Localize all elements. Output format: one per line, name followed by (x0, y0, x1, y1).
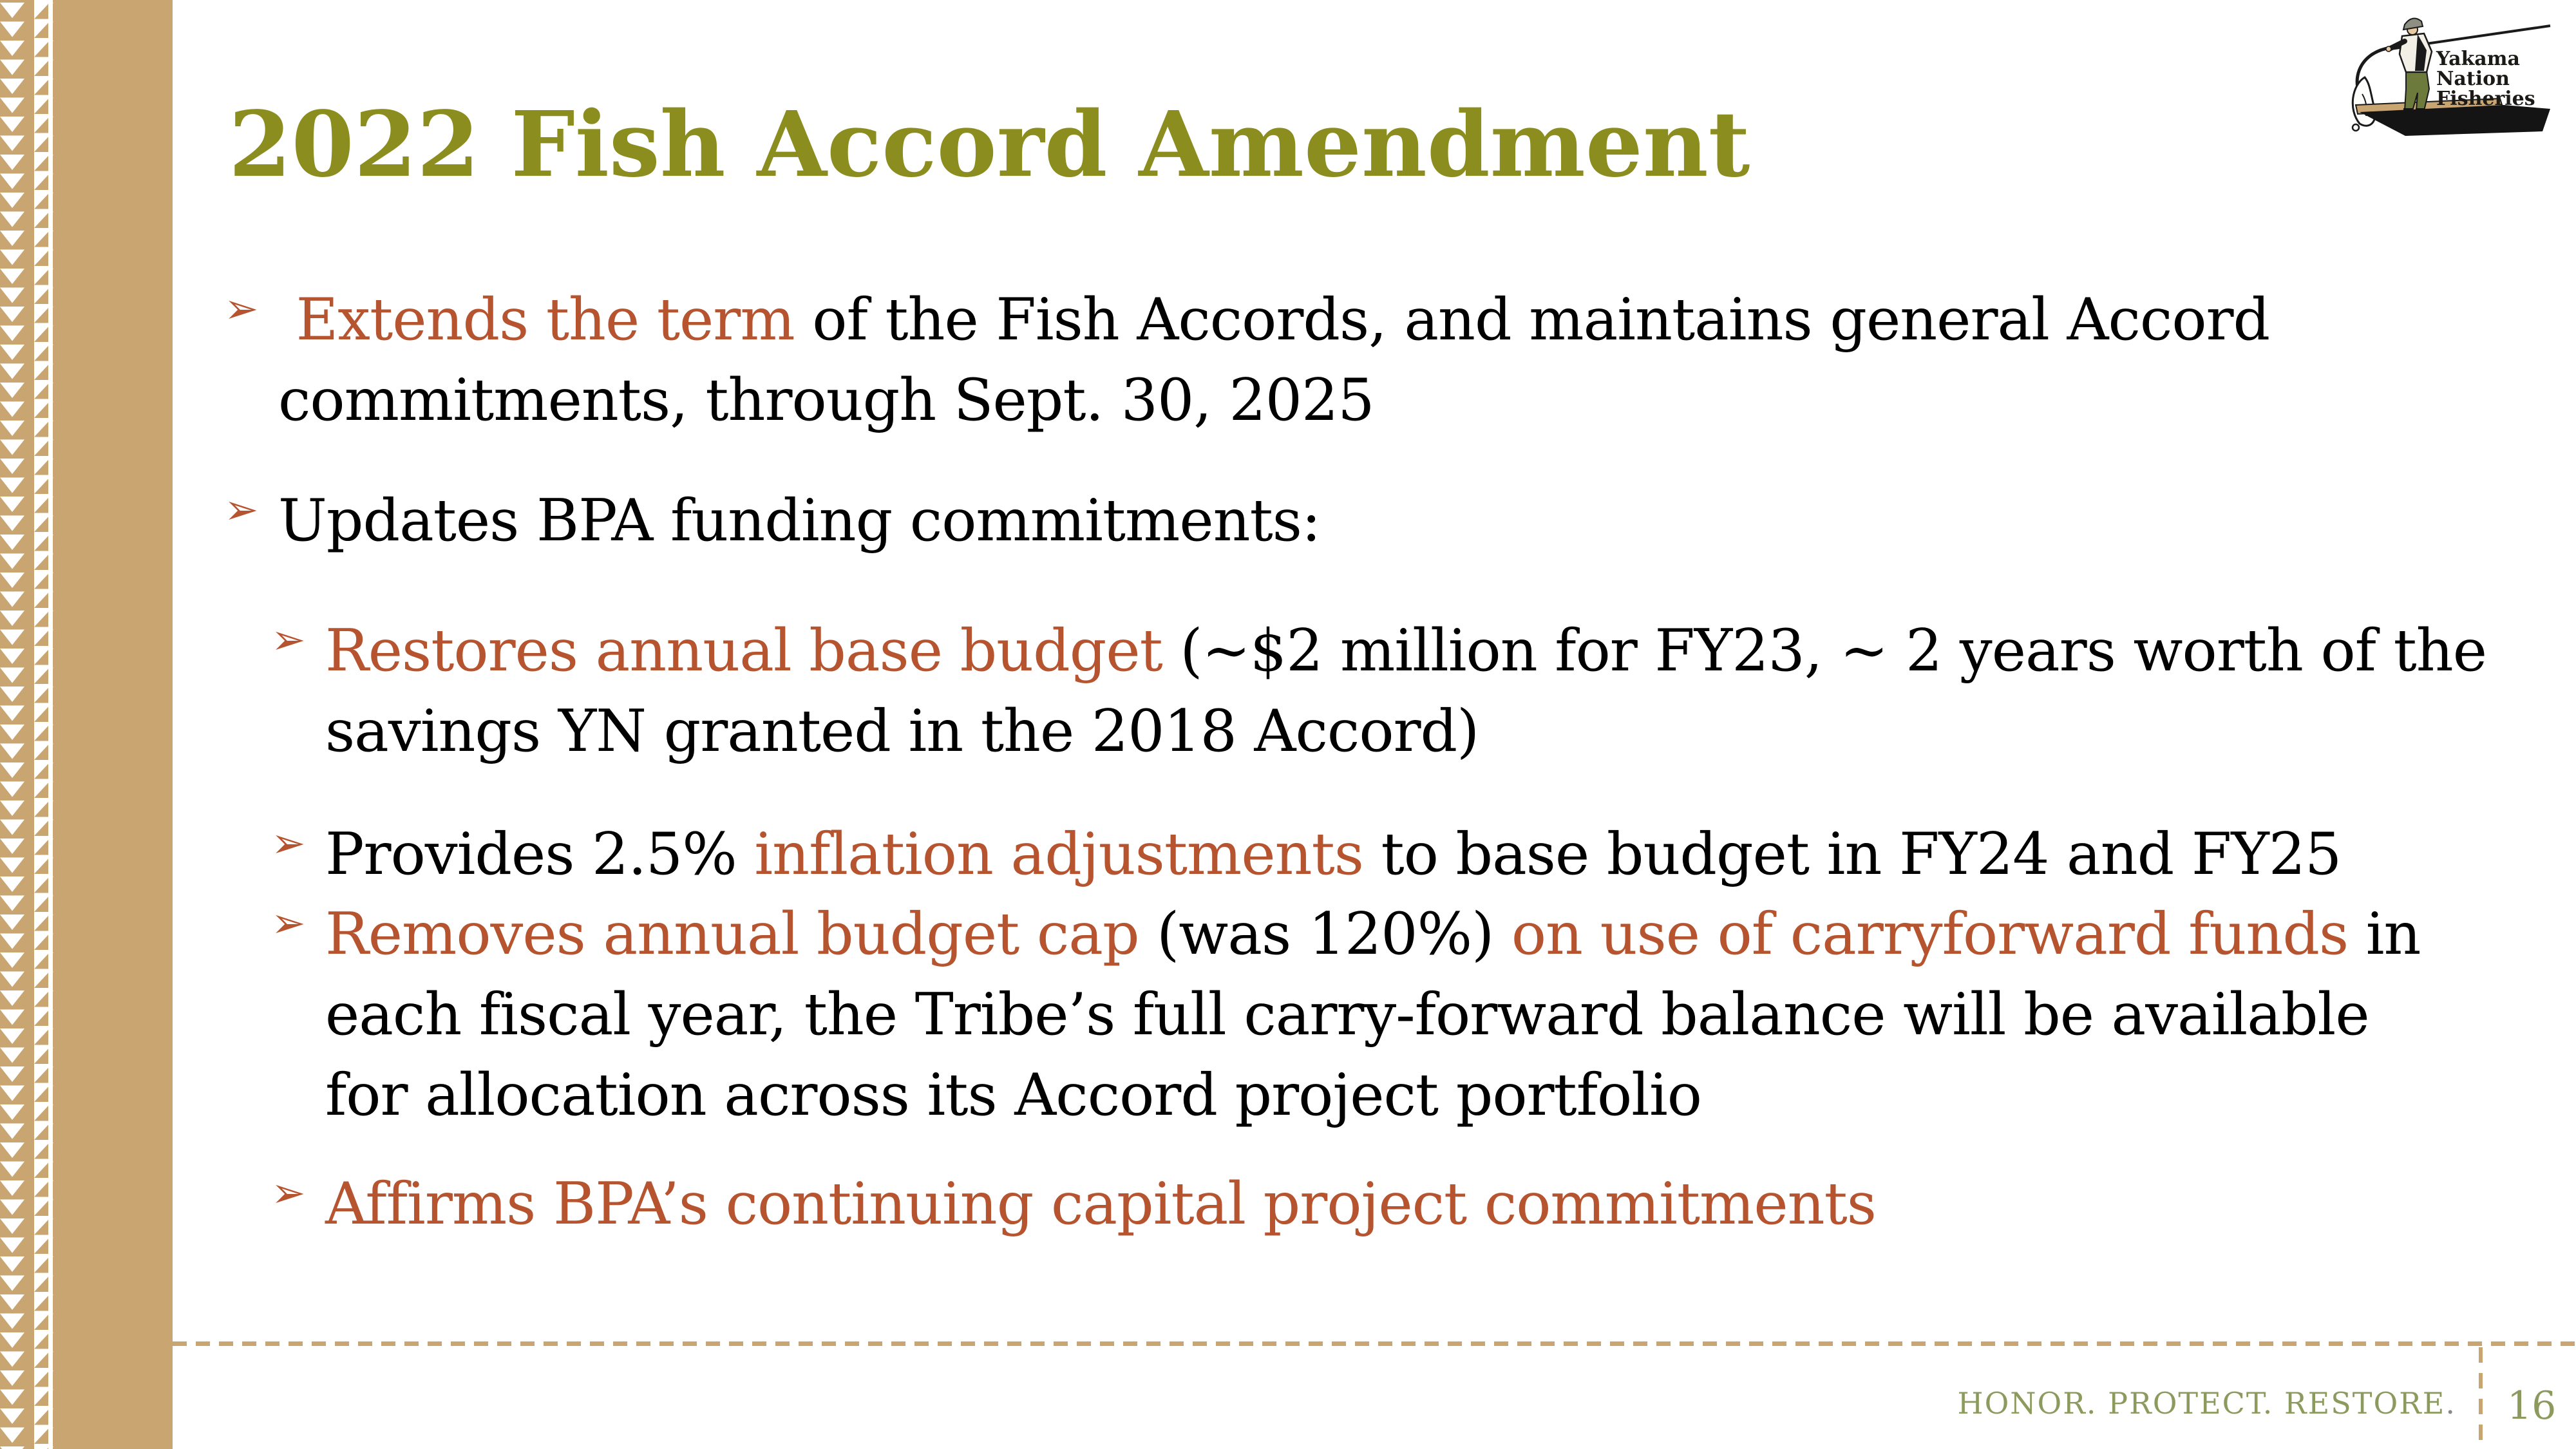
text-segment: savings YN granted in the 2018 Accord) (325, 697, 1479, 765)
text-segment: inflation adjustments (754, 820, 1363, 888)
text-segment: in (2348, 900, 2421, 968)
text-segment: Restores annual base budget (325, 617, 1162, 685)
text-segment: (~$2 million for FY23, ~ 2 years worth of the (1162, 617, 2486, 685)
text-segment: Provides 2.5% (325, 820, 755, 888)
logo-text-line2: Nation (2436, 68, 2510, 90)
bullet-arrow-icon: ➢ (224, 486, 258, 534)
bullet-text-line (325, 611, 2486, 691)
yakama-nation-fisheries-logo (2338, 13, 2570, 151)
bullet-text-line (325, 814, 2341, 895)
text-segment: Extends the term (278, 286, 813, 354)
bullet-arrow-icon: ➢ (271, 820, 305, 867)
slide-title: 2022 Fish Accord Amendment (229, 92, 1750, 198)
bullet-arrow-icon: ➢ (271, 616, 305, 664)
bullet-text-line (325, 1164, 1876, 1244)
text-segment: on use of carryforward funds (1511, 900, 2349, 968)
page-number-divider (2479, 1347, 2483, 1449)
bullet-text-line (278, 480, 1320, 561)
bullet-item-level2 (271, 1164, 1876, 1244)
text-segment: each fiscal year, the Tribe’s full carry-forward balance will be available (325, 981, 2369, 1048)
bullet-text-line (278, 279, 2269, 360)
bullet-text-line (278, 360, 2269, 440)
left-border-pattern (0, 0, 173, 1449)
text-segment: Removes annual budget cap (325, 900, 1139, 968)
text-segment: Updates BPA funding commitments: (278, 487, 1321, 554)
bullet-item-level2 (271, 611, 2486, 772)
text-segment: (was 120%) (1139, 900, 1511, 968)
bullet-item-level2 (271, 814, 2342, 895)
bullet-text-line (325, 894, 2421, 974)
text-segment: for allocation across its Accord project portfolio (325, 1061, 1701, 1129)
bullet-arrow-icon: ➢ (271, 900, 305, 947)
bullet-item-level2 (271, 894, 2421, 1135)
footer-motto (1957, 1386, 2455, 1421)
footer-motto-text: HONOR. PROTECT. RESTORE (1957, 1386, 2446, 1421)
bullet-text-line (325, 1055, 2421, 1135)
footer-divider-line (173, 1341, 2576, 1346)
logo-text-line3: Fisheries (2436, 88, 2535, 110)
page-number: 16 (2507, 1383, 2557, 1428)
bullet-item-level1 (224, 279, 2270, 440)
bullet-item-level1 (224, 480, 1321, 561)
footer-motto-period: . (2445, 1386, 2455, 1421)
bullet-text-line (325, 974, 2421, 1055)
text-segment: Affirms BPA’s continuing capital project commitments (325, 1170, 1876, 1238)
logo-text-line1: Yakama (2436, 48, 2520, 70)
bullet-arrow-icon: ➢ (224, 285, 258, 333)
bullet-text-line (325, 691, 2486, 772)
bullet-arrow-icon: ➢ (271, 1170, 305, 1217)
text-segment: to base budget in FY24 and FY25 (1363, 820, 2342, 888)
text-segment: of the Fish Accords, and maintains general Accord (812, 286, 2270, 354)
text-segment: commitments, through Sept. 30, 2025 (278, 366, 1374, 434)
logo-text (2436, 49, 2535, 109)
